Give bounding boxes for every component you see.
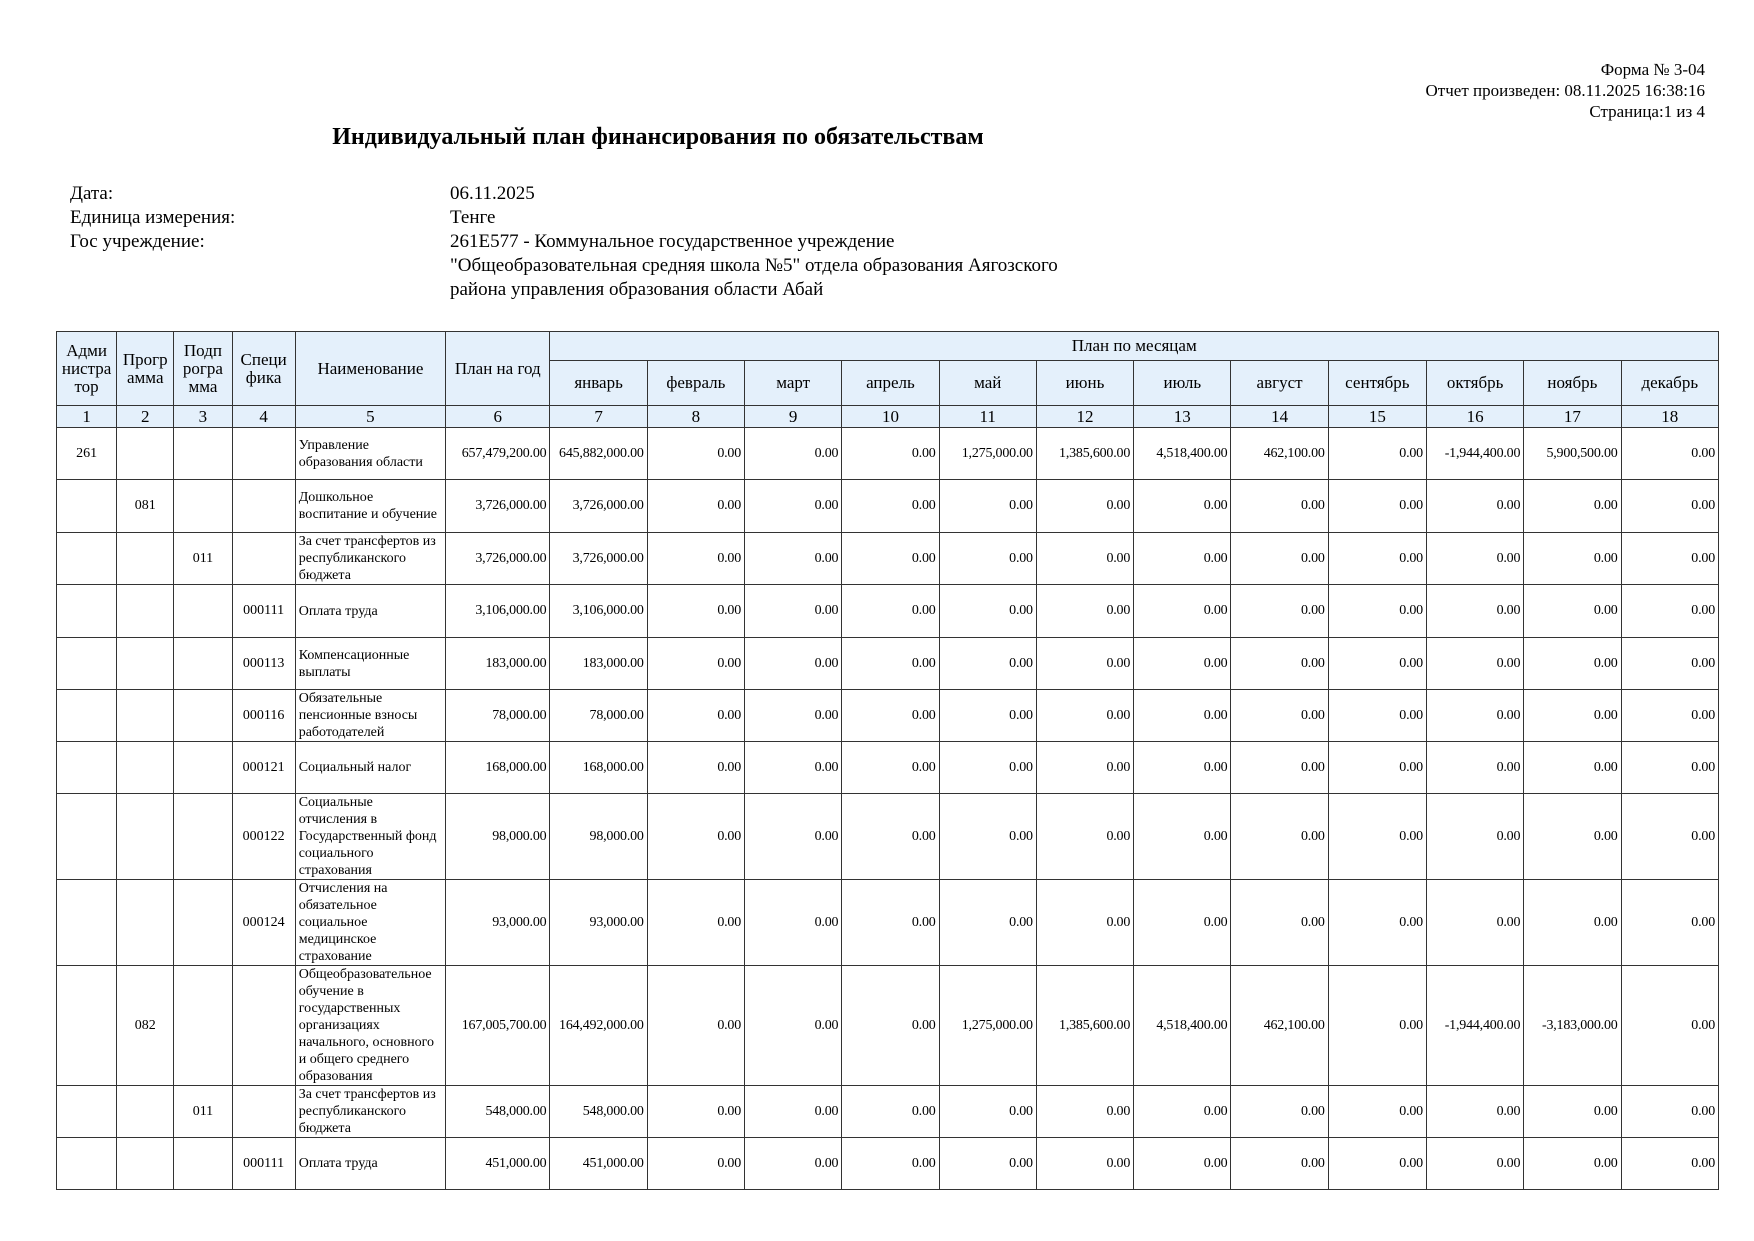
cell-administrator: 261 (57, 428, 117, 480)
column-number: 13 (1134, 406, 1231, 428)
cell-month-value: 0.00 (939, 480, 1036, 533)
cell-month-value: 164,492,000.00 (550, 966, 647, 1086)
col-header-month: январь (550, 361, 647, 406)
cell-month-value: 0.00 (647, 794, 744, 880)
cell-month-value: -3,183,000.00 (1524, 966, 1621, 1086)
col-header-month: апрель (842, 361, 939, 406)
cell-month-value: 0.00 (1621, 585, 1718, 638)
cell-month-value: 0.00 (1231, 742, 1328, 794)
cell-month-value: 0.00 (1621, 966, 1718, 1086)
cell-name: Социальный налог (295, 742, 445, 794)
column-number: 2 (117, 406, 174, 428)
financing-plan-table (56, 331, 1719, 1190)
cell-month-value: 0.00 (1328, 742, 1426, 794)
cell-month-value: 0.00 (939, 1086, 1036, 1138)
cell-month-value: 0.00 (745, 480, 842, 533)
cell-month-value: 0.00 (939, 533, 1036, 585)
column-number: 6 (446, 406, 550, 428)
cell-month-value: 0.00 (939, 880, 1036, 966)
cell-name: За счет трансфертов из республиканского бюджета (295, 1086, 445, 1138)
col-header-month: июнь (1036, 361, 1133, 406)
col-header-month: октябрь (1426, 361, 1523, 406)
cell-month-value: 4,518,400.00 (1134, 428, 1231, 480)
col-header-months-group: План по месяцам (550, 332, 1719, 361)
cell-specific: 000116 (232, 690, 295, 742)
cell-plan-year: 167,005,700.00 (446, 966, 550, 1086)
col-header-month: август (1231, 361, 1328, 406)
cell-month-value: 0.00 (1328, 1086, 1426, 1138)
table-body (57, 428, 1719, 1190)
cell-month-value: 0.00 (842, 1086, 939, 1138)
cell-program (117, 1086, 174, 1138)
cell-plan-year: 3,726,000.00 (446, 480, 550, 533)
cell-month-value: 0.00 (1036, 1138, 1133, 1190)
cell-name: Социальные отчисления в Государственный фонд социального страхования (295, 794, 445, 880)
cell-month-value: 0.00 (842, 880, 939, 966)
cell-subprogram (174, 690, 232, 742)
cell-month-value: 0.00 (1134, 480, 1231, 533)
cell-month-value: 0.00 (647, 742, 744, 794)
cell-month-value: 0.00 (1134, 794, 1231, 880)
cell-month-value: 0.00 (1036, 794, 1133, 880)
report-meta (1426, 59, 1705, 122)
table-row (57, 880, 1719, 966)
cell-name: Общеобразовательное обучение в государственных организациях начального, основного и общего среднего образования (295, 966, 445, 1086)
cell-name: Компенсационные выплаты (295, 638, 445, 690)
cell-month-value: 98,000.00 (550, 794, 647, 880)
info-unit-row (70, 206, 1150, 230)
cell-month-value: 0.00 (1621, 742, 1718, 794)
col-header-administrator: Адми нистра тор (57, 332, 117, 406)
col-header-program: Прогр амма (117, 332, 174, 406)
cell-month-value: 0.00 (1134, 742, 1231, 794)
cell-month-value: 0.00 (1426, 585, 1523, 638)
cell-month-value: 0.00 (745, 966, 842, 1086)
cell-administrator (57, 480, 117, 533)
cell-month-value: 0.00 (745, 428, 842, 480)
cell-month-value: 0.00 (1621, 533, 1718, 585)
col-header-month: июль (1134, 361, 1231, 406)
table-row (57, 966, 1719, 1086)
column-number: 17 (1524, 406, 1621, 428)
col-header-subprogram: Подп рогра мма (174, 332, 232, 406)
cell-plan-year: 451,000.00 (446, 1138, 550, 1190)
cell-month-value: 0.00 (1621, 880, 1718, 966)
cell-month-value: 0.00 (1134, 880, 1231, 966)
cell-month-value: 0.00 (1328, 428, 1426, 480)
table-row (57, 428, 1719, 480)
column-number: 7 (550, 406, 647, 428)
unit-label: Единица измерения: (70, 207, 236, 228)
cell-program (117, 585, 174, 638)
cell-month-value: 0.00 (939, 1138, 1036, 1190)
table-row (57, 480, 1719, 533)
report-info (70, 182, 1150, 302)
cell-month-value: 0.00 (745, 690, 842, 742)
cell-plan-year: 183,000.00 (446, 638, 550, 690)
cell-specific (232, 966, 295, 1086)
institution-value (450, 230, 1150, 302)
cell-month-value: 0.00 (1036, 690, 1133, 742)
cell-month-value: 0.00 (1036, 1086, 1133, 1138)
cell-month-value: 0.00 (1426, 794, 1523, 880)
cell-subprogram (174, 880, 232, 966)
cell-month-value: 0.00 (1231, 690, 1328, 742)
cell-month-value: 0.00 (1231, 533, 1328, 585)
cell-month-value: 0.00 (842, 966, 939, 1086)
cell-plan-year: 93,000.00 (446, 880, 550, 966)
cell-name: Отчисления на обязательное социальное медицинское страхование (295, 880, 445, 966)
cell-month-value: 3,726,000.00 (550, 480, 647, 533)
cell-month-value: 0.00 (1328, 638, 1426, 690)
cell-month-value: 0.00 (1426, 1086, 1523, 1138)
column-number: 3 (174, 406, 232, 428)
cell-month-value: 5,900,500.00 (1524, 428, 1621, 480)
date-label: Дата: (70, 183, 114, 204)
cell-month-value: 0.00 (1621, 690, 1718, 742)
cell-month-value: 0.00 (1621, 1086, 1718, 1138)
cell-month-value: 3,726,000.00 (550, 533, 647, 585)
cell-month-value: 0.00 (1328, 585, 1426, 638)
cell-specific: 000113 (232, 638, 295, 690)
cell-month-value: 0.00 (1134, 638, 1231, 690)
cell-month-value: 0.00 (647, 533, 744, 585)
col-header-plan-year: План на год (446, 332, 550, 406)
cell-month-value: 0.00 (1134, 533, 1231, 585)
col-header-name: Наименование (295, 332, 445, 406)
cell-month-value: 0.00 (1524, 585, 1621, 638)
table-row (57, 794, 1719, 880)
cell-month-value: 0.00 (1036, 742, 1133, 794)
cell-month-value: 0.00 (1524, 1086, 1621, 1138)
table-row (57, 1086, 1719, 1138)
cell-administrator (57, 1138, 117, 1190)
cell-plan-year: 3,726,000.00 (446, 533, 550, 585)
cell-month-value: 0.00 (1426, 480, 1523, 533)
cell-subprogram: 011 (174, 533, 232, 585)
column-numbers-row (57, 406, 1719, 428)
cell-month-value: 0.00 (1231, 1138, 1328, 1190)
cell-month-value: 0.00 (1036, 533, 1133, 585)
cell-month-value: 0.00 (647, 966, 744, 1086)
form-number: Форма № 3-04 (1600, 60, 1705, 79)
cell-month-value: 0.00 (1328, 966, 1426, 1086)
cell-month-value: 0.00 (1524, 742, 1621, 794)
cell-program (117, 1138, 174, 1190)
cell-month-value: 0.00 (1426, 742, 1523, 794)
cell-month-value: 0.00 (1426, 880, 1523, 966)
cell-month-value: 0.00 (1134, 1138, 1231, 1190)
cell-month-value: 1,385,600.00 (1036, 966, 1133, 1086)
cell-month-value: 93,000.00 (550, 880, 647, 966)
table-row (57, 638, 1719, 690)
cell-month-value: 0.00 (1524, 480, 1621, 533)
cell-month-value: 0.00 (1426, 638, 1523, 690)
table-row (57, 1138, 1719, 1190)
cell-month-value: 0.00 (939, 794, 1036, 880)
cell-month-value: 0.00 (1426, 1138, 1523, 1190)
cell-month-value: 0.00 (842, 480, 939, 533)
cell-month-value: 0.00 (1328, 880, 1426, 966)
column-number: 10 (842, 406, 939, 428)
cell-month-value: 0.00 (1621, 794, 1718, 880)
cell-month-value: 0.00 (842, 638, 939, 690)
cell-month-value: 0.00 (842, 690, 939, 742)
institution-line: "Общеобразовательная средняя школа №5" отдела образования Аягозского (450, 255, 1058, 276)
cell-month-value: 462,100.00 (1231, 966, 1328, 1086)
cell-month-value: 1,275,000.00 (939, 966, 1036, 1086)
col-header-month: сентябрь (1328, 361, 1426, 406)
cell-month-value: 0.00 (1036, 585, 1133, 638)
cell-administrator (57, 638, 117, 690)
cell-program: 082 (117, 966, 174, 1086)
cell-month-value: 183,000.00 (550, 638, 647, 690)
cell-name: Оплата труда (295, 1138, 445, 1190)
cell-subprogram (174, 480, 232, 533)
cell-month-value: 0.00 (1328, 794, 1426, 880)
cell-subprogram (174, 794, 232, 880)
cell-program (117, 533, 174, 585)
cell-month-value: 0.00 (1621, 638, 1718, 690)
cell-name: Управление образования области (295, 428, 445, 480)
cell-administrator (57, 794, 117, 880)
cell-month-value: 0.00 (1231, 794, 1328, 880)
cell-month-value: 0.00 (1328, 480, 1426, 533)
page-indicator: Страница:1 из 4 (1589, 102, 1705, 121)
cell-administrator (57, 533, 117, 585)
column-number: 12 (1036, 406, 1133, 428)
cell-month-value: 0.00 (1231, 880, 1328, 966)
cell-month-value: 0.00 (745, 585, 842, 638)
cell-month-value: 462,100.00 (1231, 428, 1328, 480)
cell-administrator (57, 966, 117, 1086)
cell-program (117, 742, 174, 794)
cell-month-value: 0.00 (745, 638, 842, 690)
cell-month-value: 0.00 (745, 1138, 842, 1190)
institution-line: района управления образования области Абай (450, 279, 824, 300)
cell-administrator (57, 585, 117, 638)
column-number: 14 (1231, 406, 1328, 428)
cell-specific: 000121 (232, 742, 295, 794)
cell-specific (232, 533, 295, 585)
cell-month-value: 0.00 (745, 880, 842, 966)
column-number: 9 (745, 406, 842, 428)
cell-program (117, 638, 174, 690)
cell-specific: 000111 (232, 1138, 295, 1190)
cell-month-value: 0.00 (1621, 1138, 1718, 1190)
cell-month-value: 0.00 (1426, 533, 1523, 585)
cell-plan-year: 548,000.00 (446, 1086, 550, 1138)
column-number: 11 (939, 406, 1036, 428)
col-header-month: май (939, 361, 1036, 406)
cell-name: Дошкольное воспитание и обучение (295, 480, 445, 533)
cell-plan-year: 78,000.00 (446, 690, 550, 742)
cell-subprogram (174, 742, 232, 794)
cell-month-value: 0.00 (842, 533, 939, 585)
report-title: Индивидуальный план финансирования по обязательствам (332, 124, 984, 150)
cell-month-value: 0.00 (1036, 880, 1133, 966)
cell-month-value: 0.00 (842, 794, 939, 880)
cell-month-value: -1,944,400.00 (1426, 966, 1523, 1086)
cell-month-value: 168,000.00 (550, 742, 647, 794)
cell-program (117, 690, 174, 742)
cell-month-value: 0.00 (1426, 690, 1523, 742)
cell-month-value: 0.00 (842, 742, 939, 794)
cell-month-value: 0.00 (1231, 480, 1328, 533)
cell-month-value: 0.00 (647, 585, 744, 638)
col-header-month: ноябрь (1524, 361, 1621, 406)
info-institution-row (70, 230, 1150, 302)
cell-month-value: 0.00 (1524, 794, 1621, 880)
cell-specific (232, 1086, 295, 1138)
info-date-row (70, 182, 1150, 206)
col-header-month: февраль (647, 361, 744, 406)
cell-specific: 000122 (232, 794, 295, 880)
column-number: 16 (1426, 406, 1523, 428)
cell-month-value: 0.00 (939, 585, 1036, 638)
cell-month-value: 0.00 (1231, 585, 1328, 638)
cell-month-value: 0.00 (647, 1138, 744, 1190)
column-number: 1 (57, 406, 117, 428)
cell-month-value: 0.00 (1524, 690, 1621, 742)
cell-month-value: 548,000.00 (550, 1086, 647, 1138)
cell-month-value: 0.00 (647, 638, 744, 690)
unit-value: Тенге (450, 207, 496, 228)
cell-month-value: 0.00 (1328, 1138, 1426, 1190)
cell-month-value: 645,882,000.00 (550, 428, 647, 480)
cell-month-value: 0.00 (1328, 533, 1426, 585)
cell-month-value: 0.00 (1134, 585, 1231, 638)
cell-month-value: 0.00 (939, 690, 1036, 742)
cell-month-value: 0.00 (1524, 638, 1621, 690)
cell-month-value: 0.00 (647, 428, 744, 480)
column-number: 8 (647, 406, 744, 428)
cell-month-value: 451,000.00 (550, 1138, 647, 1190)
cell-month-value: 0.00 (745, 794, 842, 880)
cell-administrator (57, 880, 117, 966)
cell-month-value: 0.00 (1134, 1086, 1231, 1138)
institution-line: 261E577 - Коммунальное государственное учреждение (450, 231, 895, 252)
cell-month-value: 0.00 (647, 480, 744, 533)
col-header-month: март (745, 361, 842, 406)
cell-administrator (57, 1086, 117, 1138)
cell-specific: 000111 (232, 585, 295, 638)
cell-month-value: 0.00 (1621, 480, 1718, 533)
cell-program (117, 794, 174, 880)
cell-name: За счет трансфертов из республиканского бюджета (295, 533, 445, 585)
cell-subprogram (174, 638, 232, 690)
cell-month-value: 0.00 (745, 1086, 842, 1138)
cell-administrator (57, 690, 117, 742)
cell-plan-year: 3,106,000.00 (446, 585, 550, 638)
column-number: 15 (1328, 406, 1426, 428)
cell-month-value: 0.00 (842, 585, 939, 638)
cell-month-value: 0.00 (1134, 690, 1231, 742)
cell-specific: 000124 (232, 880, 295, 966)
cell-program (117, 428, 174, 480)
cell-name: Оплата труда (295, 585, 445, 638)
cell-specific (232, 480, 295, 533)
cell-plan-year: 657,479,200.00 (446, 428, 550, 480)
cell-month-value: 0.00 (1231, 1086, 1328, 1138)
cell-month-value: 1,275,000.00 (939, 428, 1036, 480)
cell-plan-year: 98,000.00 (446, 794, 550, 880)
table-row (57, 585, 1719, 638)
cell-month-value: 1,385,600.00 (1036, 428, 1133, 480)
cell-month-value: 0.00 (842, 428, 939, 480)
institution-label: Гос учреждение: (70, 231, 205, 252)
cell-name: Обязательные пенсионные взносы работодателей (295, 690, 445, 742)
cell-month-value: 0.00 (745, 533, 842, 585)
column-number: 4 (232, 406, 295, 428)
cell-subprogram (174, 585, 232, 638)
cell-month-value: 0.00 (842, 1138, 939, 1190)
cell-specific (232, 428, 295, 480)
column-number: 5 (295, 406, 445, 428)
cell-month-value: 0.00 (939, 742, 1036, 794)
table-row (57, 533, 1719, 585)
cell-subprogram (174, 428, 232, 480)
cell-month-value: 4,518,400.00 (1134, 966, 1231, 1086)
cell-plan-year: 168,000.00 (446, 742, 550, 794)
cell-month-value: 3,106,000.00 (550, 585, 647, 638)
date-value: 06.11.2025 (450, 183, 535, 204)
cell-subprogram (174, 966, 232, 1086)
cell-month-value: 0.00 (647, 1086, 744, 1138)
cell-month-value: 0.00 (1036, 480, 1133, 533)
col-header-month: декабрь (1621, 361, 1718, 406)
cell-month-value: 0.00 (1524, 880, 1621, 966)
cell-month-value: -1,944,400.00 (1426, 428, 1523, 480)
cell-month-value: 0.00 (939, 638, 1036, 690)
header-row (57, 332, 1719, 361)
cell-month-value: 0.00 (1231, 638, 1328, 690)
cell-month-value: 0.00 (1036, 638, 1133, 690)
cell-month-value: 0.00 (1328, 690, 1426, 742)
column-number: 18 (1621, 406, 1718, 428)
cell-month-value: 0.00 (1524, 1138, 1621, 1190)
cell-month-value: 0.00 (1621, 428, 1718, 480)
table-row (57, 690, 1719, 742)
cell-month-value: 0.00 (745, 742, 842, 794)
cell-month-value: 78,000.00 (550, 690, 647, 742)
cell-administrator (57, 742, 117, 794)
cell-subprogram: 011 (174, 1086, 232, 1138)
cell-program (117, 880, 174, 966)
col-header-specific: Специ фика (232, 332, 295, 406)
cell-subprogram (174, 1138, 232, 1190)
generated-timestamp: Отчет произведен: 08.11.2025 16:38:16 (1425, 81, 1705, 100)
cell-program: 081 (117, 480, 174, 533)
cell-month-value: 0.00 (647, 690, 744, 742)
table-row (57, 742, 1719, 794)
cell-month-value: 0.00 (647, 880, 744, 966)
cell-month-value: 0.00 (1524, 533, 1621, 585)
